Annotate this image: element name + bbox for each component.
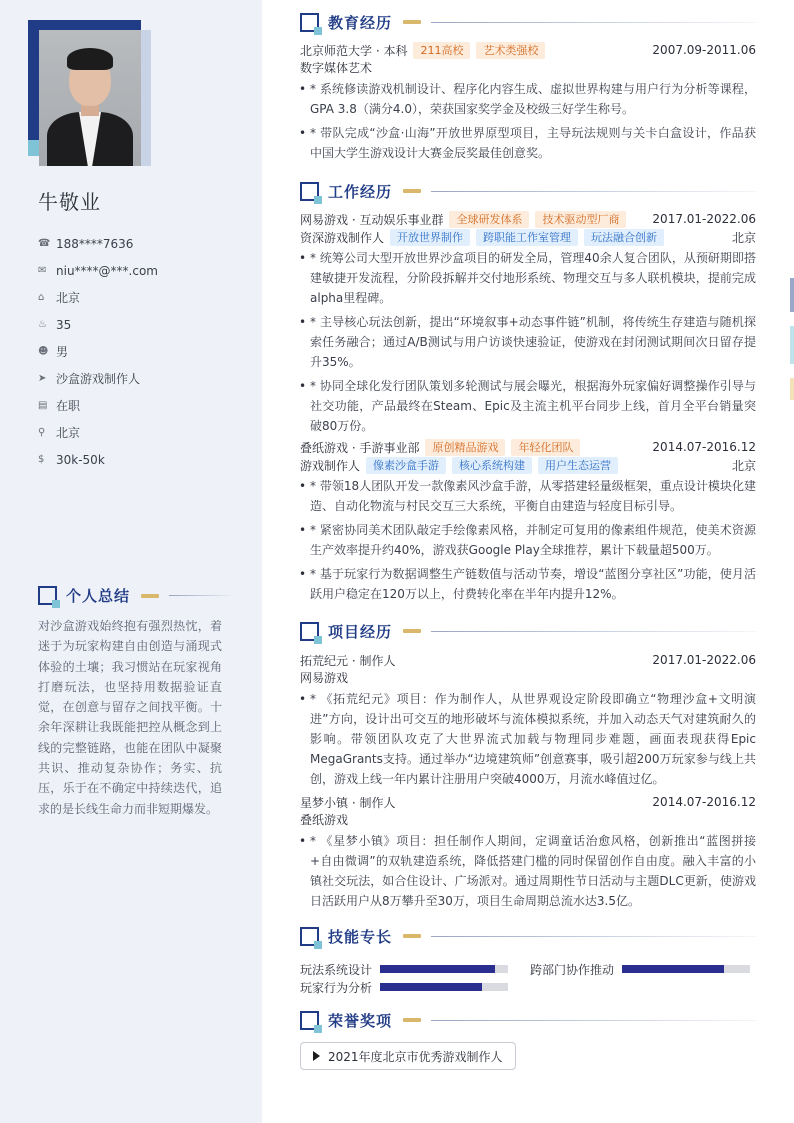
list-item: • * 《星梦小镇》项目：担任制作人期间，定调童话治愈风格，创新推出“蓝图拼接+自由微调”的双轨建造系统，降低搭建门槛的同时保留创作自由度。融入丰富的小镇社交玩法，如合住设计、广场派对。通过周期性节日活动与主题DLC更新，使游戏日活跃用户从8万攀升至30万，项目生命周期总流水达3.5亿。: [300, 831, 756, 911]
hometown-text: 北京: [56, 291, 81, 305]
list-item: • * 《拓荒纪元》项目：作为制作人，从世界观设定阶段即确立“物理沙盒+文明演进”方向，设计出可交互的地形破坏与流体模拟系统，并加入动态天气对建筑耐久的影响。带领团队攻克了大世界流式加载与物理同步难题，画面表现获得Epic MegaGrants支持。通过举办“边境建筑师”创意赛事，吸引超200万玩家参与线上共创，游戏上线一年内累计注册用户突破4000万，月流水峰值过亿。: [300, 689, 756, 789]
target-job-text: 沙盒游戏制作人: [56, 372, 141, 386]
section-dash: [403, 629, 421, 633]
job-entry: [300, 210, 756, 436]
send-icon: ➤: [38, 373, 47, 384]
edge-marker-blue[interactable]: [790, 278, 794, 312]
status-text: 在职: [56, 399, 81, 413]
skill-item: [300, 960, 530, 978]
company-name: 叠纸游戏 · 手游事业部: [300, 440, 420, 455]
info-row-email: [38, 257, 158, 284]
list-item: • * 统筹公司大型开放世界沙盒项目的研发全局，管理40余人复合团队，从预研期即搭建敏捷开发流程，分阶段拆解并交付地形系统、物理交互与多人联机模块，提前完成alpha里程碑。: [300, 248, 756, 308]
education-title: 教育经历: [328, 13, 393, 32]
award-item: [300, 1042, 516, 1070]
section-square-icon: [38, 586, 57, 605]
job-date: 2017.01-2022.06: [652, 212, 756, 226]
school-tag: 艺术类强校: [476, 42, 545, 59]
section-square-icon: [300, 13, 319, 32]
project-date: 2014.07-2016.12: [652, 795, 756, 809]
summary-header: [38, 585, 231, 606]
edge-marker-teal[interactable]: [790, 326, 794, 364]
phone-icon: ☎: [38, 238, 51, 249]
skill-bar-fill: [380, 983, 482, 991]
project-bullets: [300, 689, 756, 789]
section-rule: [431, 1020, 756, 1021]
skill-label: 玩家行为分析: [300, 980, 373, 995]
info-row-phone: [38, 230, 158, 257]
section-dash: [403, 189, 421, 193]
job-city: 北京: [731, 458, 756, 473]
project-name: 星梦小镇 · 制作人: [300, 795, 396, 810]
job-role: 资深游戏制作人: [300, 230, 385, 245]
section-dash: [403, 1018, 421, 1022]
award-text: 2021年度北京市优秀游戏制作人: [328, 1049, 503, 1064]
job-city: 北京: [731, 230, 756, 245]
major: 数字媒体艺术: [300, 61, 373, 75]
section-square-icon: [300, 182, 319, 201]
info-row-salary: [38, 446, 158, 473]
info-row-age: [38, 311, 158, 338]
skill-item: [530, 960, 756, 978]
skill-bar-fill: [380, 965, 495, 973]
education-row: [300, 41, 756, 59]
project-org: 叠纸游戏: [300, 813, 349, 827]
company-tag: 全球研发体系: [449, 211, 529, 228]
section-dash: [141, 594, 159, 598]
list-item: • * 紧密协同美术团队敲定手绘像素风格，并制定可复用的像素组件规范，使美术资源生产效率提升约40%，游戏获Google Play全球推荐，累计下载量超500万。: [300, 520, 756, 560]
project-date: 2017.01-2022.06: [652, 653, 756, 667]
skill-label: 玩法系统设计: [300, 962, 373, 977]
info-row-gender: [38, 338, 158, 365]
role-tag: 玩法融合创新: [584, 229, 664, 246]
role-tag: 开放世界制作: [390, 229, 470, 246]
skill-bar: [380, 965, 508, 973]
section-square-icon: [300, 622, 319, 641]
section-rule: [431, 631, 756, 632]
school-name: 北京师范大学 · 本科: [300, 43, 408, 58]
avatar: [39, 30, 141, 166]
list-item: • * 协同全球化发行团队策划多轮测试与展会曝光，根据海外玩家偏好调整操作引导与社交功能，产品最终在Steam、Epic及主流主机平台同步上线，首月全平台销量突破80万份。: [300, 376, 756, 436]
education-date: 2007.09-2011.06: [652, 43, 756, 57]
location-icon: ⚲: [38, 427, 46, 438]
work-section: [300, 181, 756, 608]
location-text: 北京: [56, 426, 81, 440]
role-tag: 像素沙盒手游: [366, 457, 446, 474]
skills-title: 技能专长: [328, 927, 393, 946]
sidebar: [0, 0, 262, 1123]
contact-info-list: [38, 230, 158, 473]
briefcase-icon: ▤: [38, 400, 48, 411]
section-dash: [403, 934, 421, 938]
company-tag: 年轻化团队: [511, 439, 580, 456]
list-item: • * 基于玩家行为数据调整生产链数值与活动节奏，增设“蓝图分享社区”功能，使月活跃用户稳定在120万以上，付费转化率在半年内提升12%。: [300, 564, 756, 604]
cake-icon: ♨: [38, 319, 47, 330]
job-bullets: [300, 476, 756, 604]
job-date: 2014.07-2016.12: [652, 440, 756, 454]
skills-header: [300, 926, 756, 946]
work-title: 工作经历: [328, 182, 393, 201]
honors-section: [300, 1010, 756, 1070]
projects-section: [300, 621, 756, 915]
school-tag: 211高校: [413, 42, 470, 59]
role-tag: 跨职能工作室管理: [476, 229, 578, 246]
info-row-home: [38, 284, 158, 311]
skill-bar: [622, 965, 750, 973]
education-section: [300, 12, 756, 167]
education-bullets: [300, 79, 756, 163]
work-header: [300, 181, 756, 201]
mail-icon: ✉: [38, 265, 47, 276]
job-bullets: [300, 248, 756, 436]
salary-text: 30k-50k: [56, 452, 105, 467]
company-tag: 原创精品游戏: [425, 439, 505, 456]
project-entry: [300, 793, 756, 911]
play-icon: [313, 1051, 320, 1061]
email-text: niu****@***.com: [56, 263, 158, 278]
project-name: 拓荒纪元 · 制作人: [300, 653, 396, 668]
company-name: 网易游戏 · 互动娱乐事业群: [300, 212, 444, 227]
section-rule: [431, 22, 756, 23]
summary-text: 对沙盒游戏始终抱有强烈热忱，着迷于为玩家构建自由创造与涌现式体验的土壤；我习惯站在玩家视角打磨玩法，也坚持用数据验证直觉，在创意与留存之间找平衡。十余年深耕让我既能把控从概念到上线的完整链路，也能在团队中凝聚共识、推动复杂协作；务实、抗压，乐于在不确定中持续迭代，追求的是长线生命力而非短期爆发。: [38, 619, 222, 816]
education-header: [300, 12, 756, 32]
home-icon: ⌂: [38, 292, 45, 303]
edge-marker-gold[interactable]: [790, 378, 794, 400]
project-bullets: [300, 831, 756, 911]
section-rule: [169, 595, 231, 596]
list-item: • * 系统修读游戏机制设计、程序化内容生成、虚拟世界构建与用户行为分析等课程，GPA 3.8（满分4.0），荣获国家奖学金及校级三好学生称号。: [300, 79, 756, 119]
skill-label: 跨部门协作推动: [530, 962, 615, 977]
age-text: 35: [56, 317, 72, 332]
phone-text: 188****7636: [56, 236, 134, 251]
skills-section: [300, 926, 756, 996]
section-dash: [403, 20, 421, 24]
job-role: 游戏制作人: [300, 458, 361, 473]
gender-text: 男: [56, 345, 69, 359]
projects-header: [300, 621, 756, 641]
project-org: 网易游戏: [300, 671, 349, 685]
role-tag: 核心系统构建: [452, 457, 532, 474]
section-rule: [431, 936, 756, 937]
project-entry: [300, 651, 756, 789]
company-tag: 技术驱动型厂商: [535, 211, 626, 228]
skill-item: [300, 978, 530, 996]
list-item: • * 主导核心玩法创新，提出“环境叙事+动态事件链”机制，将传统生存建造与随机探索任务融合；通过A/B测试与用户访谈快速验证，使游戏在封闭测试期间次日留存提升35%。: [300, 312, 756, 372]
section-square-icon: [300, 927, 319, 946]
gender-icon: ☻: [38, 346, 49, 357]
info-row-status: [38, 392, 158, 419]
candidate-name: 牛敬业: [38, 190, 101, 214]
salary-icon: $: [38, 454, 45, 465]
job-entry: [300, 438, 756, 604]
honors-title: 荣誉奖项: [328, 1011, 393, 1030]
role-tag: 用户生态运营: [538, 457, 618, 474]
skill-bar: [380, 983, 508, 991]
honors-header: [300, 1010, 756, 1030]
list-item: • * 带队完成“沙盒·山海”开放世界原型项目，主导玩法规则与关卡白盒设计，作品获中国大学生游戏设计大赛金辰奖最佳创意奖。: [300, 123, 756, 163]
skill-bar-fill: [622, 965, 724, 973]
section-rule: [431, 191, 756, 192]
summary-title: 个人总结: [66, 587, 131, 605]
info-row-target-job: [38, 365, 158, 392]
skills-grid: [300, 960, 756, 996]
info-row-location: [38, 419, 158, 446]
list-item: • * 带领18人团队开发一款像素风沙盒手游，从零搭建轻量级框架，重点设计模块化建造、自动化物流与村民交互三大系统，平衡自由建造与轻度目标引导。: [300, 476, 756, 516]
projects-title: 项目经历: [328, 622, 393, 641]
section-square-icon: [300, 1011, 319, 1030]
